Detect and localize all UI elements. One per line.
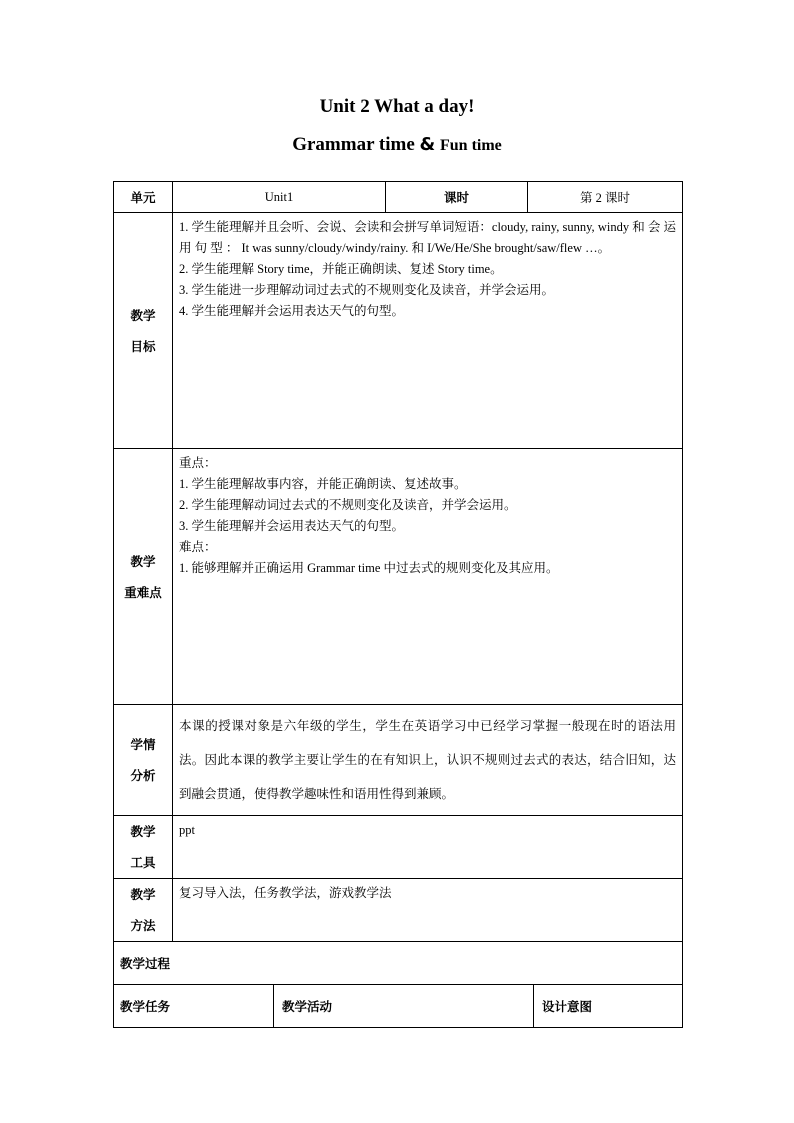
tools-label-line-1: 教学 [130,824,156,839]
lesson-plan-table [113,181,683,1028]
analysis-content [173,705,683,816]
process-col-intent: 设计意图 [534,985,683,1028]
lesson-value: 第 2 课时 [528,182,683,213]
methods-value: 复习导入法，任务教学法，游戏教学法 [179,886,392,900]
goal-item: 1. 学生能理解并且会听、会说、会读和会拼写单词短语：cloudy, rainy, sunny, windy 和 会 运 用 句 型 ： It was sunny/cloudy/windy/rainy. 和 I/We/He/She brought/saw/flew …。 [179,220,677,255]
focus-title: 重点： [179,456,217,470]
methods-label-line-1: 教学 [130,887,156,902]
difficulty-title: 难点： [179,540,217,554]
keypoints-label [114,449,173,705]
analysis-label-line-2: 分析 [130,768,156,783]
analysis-label [114,705,173,816]
keypoints-content [173,449,683,705]
analysis-row [114,705,683,816]
goals-label-line-2: 目标 [130,338,156,354]
analysis-text: 本课的授课对象是六年级的学生，学生在英语学习中已经学习掌握一般现在时的语法用法。因此本课的教学主要让学生的在有知识上，认识不规则过去式的表达，结合旧知，达到融会贯通，使得教学趣味性和语用性得到兼顾。 [179,719,677,801]
unit-value: Unit1 [173,182,386,213]
methods-label-line-2: 方法 [130,918,156,933]
tools-label [114,816,173,879]
unit-label: 单元 [114,182,173,213]
document-title: Unit 2 What a day! [319,96,475,117]
focus-item: 3. 学生能理解并会运用表达天气的句型。 [179,519,405,533]
goals-row [114,213,683,449]
goals-label-line-1: 教学 [130,307,156,323]
subtitle-part-b: Fun time [440,137,502,154]
focus-item: 1. 学生能理解故事内容，并能正确朗读、复述故事。 [179,477,467,491]
keypoints-row [114,449,683,705]
methods-row [114,879,683,942]
tools-value: ppt [179,823,195,837]
process-header-row [114,985,683,1028]
goals-label [114,213,173,449]
document-subtitle [0,134,794,156]
difficulty-item: 1. 能够理解并正确运用 Grammar time 中过去式的规则变化及其应用。 [179,561,559,575]
goals-content [173,213,683,449]
methods-label [114,879,173,942]
tools-row [114,816,683,879]
process-col-activity: 教学活动 [274,985,534,1028]
methods-content [173,879,683,942]
subtitle-part-a: Grammar time [292,134,415,155]
subtitle-ampersand: & [419,134,436,155]
tools-label-line-2: 工具 [130,855,156,870]
process-title: 教学过程 [114,942,683,985]
goal-item: 4. 学生能理解并会运用表达天气的句型。 [179,304,405,318]
process-col-task: 教学任务 [114,985,274,1028]
lesson-label: 课时 [386,182,528,213]
focus-item: 2. 学生能理解动词过去式的不规则变化及读音，并学会运用。 [179,498,517,512]
tools-content [173,816,683,879]
goal-item: 3. 学生能进一步理解动词过去式的不规则变化及读音，并学会运用。 [179,283,555,297]
header-row [114,182,683,213]
keypoints-label-line-1: 教学 [130,553,156,569]
keypoints-label-line-2: 重难点 [124,584,162,600]
process-title-row [114,942,683,985]
goal-item: 2. 学生能理解 Story time，并能正确朗读、复述 Story time。 [179,262,503,276]
analysis-label-line-1: 学情 [130,737,156,752]
